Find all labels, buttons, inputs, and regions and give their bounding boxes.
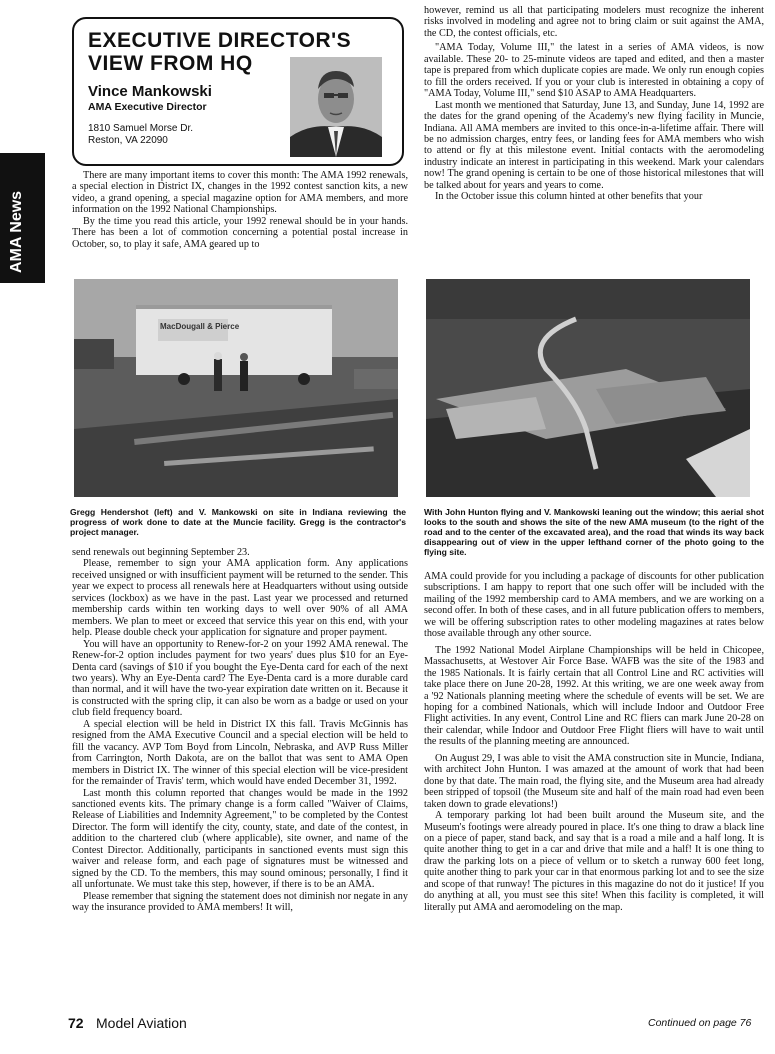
column-1-top (72, 170, 408, 250)
paragraph: Please, remember to sign your AMA application form. Any applications received unsigned or with insufficient payment will be returned to the sender. This year we expect to process all renewals here at Headquarters without using outside services (lockbox) as we have in the past. Last year we processed and returned membership cards within ten working days to well over 90% of all AMA members. We plan to meet or exceed that service this year on this end, with your help. Please double check your application for signature and proper payment. (72, 558, 409, 639)
address-line-2: Reston, VA 22090 (88, 135, 168, 146)
column-title: EXECUTIVE DIRECTOR'S VIEW FROM HQ (88, 29, 352, 75)
column-header (72, 17, 404, 166)
address-line-1: 1810 Samuel Morse Dr. (88, 123, 194, 134)
section-tab-label: AMA News (8, 190, 25, 273)
paragraph: send renewals out beginning September 23. (72, 547, 250, 558)
column-1-bottom (72, 547, 408, 914)
construction-site-photo (74, 279, 398, 497)
paragraph: A special election will be held in District IX this fall. Travis McGinnis has resigned from the AMA Executive Council and a special election will be held to fill the vacancy. AVP Tom Boyd from Lincoln, Nebraska, and AVP Russ Miller from Carrington, North Dakota, are on the ballot that was sent to AMA Open members in District IX. The winner of this special election will be vice-president for the remainder of Travis' term, which would have ended December 31, 1992. (72, 718, 408, 788)
author-role: AMA Executive Director (88, 101, 207, 113)
paragraph: however, remind us all that participating modelers must recognize the inherent risks involved in modeling and agree not to bring claim or suit against the AMA, the CD, the contest officials, etc. (424, 5, 764, 39)
left-photo-caption: Gregg Hendershot (left) and V. Mankowski on site in Indiana reviewing the progress of work done to date at the Muncie facility. Gregg is the contractor's project manager. (70, 507, 406, 538)
publication-name: Model Aviation (96, 1015, 187, 1031)
column-2-bottom (424, 571, 764, 913)
author-name: Vince Mankowski (88, 83, 212, 100)
continued-note: Continued on page 76 (648, 1017, 752, 1029)
right-photo-caption: With John Hunton flying and V. Mankowski leaning out the window; this aerial shot looks to the south and shows the site of the new AMA museum (to the right of the road and to the center of the excavated area), and the road that winds its way back disappearing out of view in the upper lefthand corner of the photo going to the flying site. (424, 507, 764, 558)
paragraph: On August 29, I was able to visit the AMA construction site in Muncie, Indiana, with architect John Hunton. I was amazed at the amount of work that had been done by that date. The main road, the flying site, and the Museum area had already been stripped of topsoil (the Museum site and half of the main road had even been taken down to grade elevations!) (424, 752, 764, 810)
aerial-site-photo (426, 279, 750, 497)
author-portrait (290, 57, 382, 157)
paragraph: There are many important items to cover this month: The AMA 1992 renewals, a special election in District IX, changes in the 1992 contest sanction kits, a new video, a grand opening, a special magazine option for AMA members, and more information on the 1992 National Championships. (72, 170, 408, 216)
paragraph: You will have an opportunity to Renew-for-2 on your 1992 AMA renewal. The Renew-for-2 option includes payment for two years' dues plus $10 for an Eye-Denta card (savings of $10 if you bought the Eye-Denta card for each of the next two years). Why an Eye-Denta card? The Eye-Denta card is a more durable card than normal, and it will have the two-year expiration date written on it. Because it is constructed with the spring clip, it can also be worn as a badge or used on your club field frequency board. (72, 638, 408, 719)
paragraph: Please remember that signing the statement does not diminish nor negate in any way the insurance provided to AMA members! It will, (72, 890, 408, 914)
paragraph: Last month we mentioned that Saturday, June 13, and Sunday, June 14, 1992 are the dates for the grand opening of the Academy's new flying facility in Muncie, Indiana. All AMA members are invited to this once-in-a-lifetime affair. There will be no admission charges, entry fees, or landing fees for AMA members who wish to attend or fly at this milestone event. Initial contacts with the aeromodeling industry indicate an interest in participating in this weekend. Mark your calendars now! The grand opening is certain to be one of those historical milestones that will be talked about for years and years to come. (424, 99, 764, 191)
paragraph: "AMA Today, Volume III," the latest in a series of AMA videos, is now available. These 20- to 25-minute videos are taped and edited, and then a master tape is prepared from which duplicate copies are made. We only run enough copies to fill the orders received. If you or your club is interested in obtaining a copy of "AMA Today, Volume III," send $10 ASAP to AMA Headquarters. (424, 42, 764, 100)
paragraph: The 1992 National Model Airplane Championships will be held in Chicopee, Massachusetts, at Westover Air Force Base. WAFB was the site of the 1983 and the 1985 Nationals. It is fairly certain that all Control Line and RC activities will take place there on June 20-28, 1992. At this writing, we are one week away from a '92 Nationals planning meeting where the schedule of events will be set. We are hoping for a combined Nationals, which will include Indoor and Outdoor Free Flight activities. In any event, Control Line and RC fliers can mark June 20-28 on their calendar, while Indoor and Outdoor Free Flight fliers will have to wait until the results of the planning meeting are announced. (424, 644, 764, 748)
author-address (88, 123, 193, 147)
paragraph: A temporary parking lot had been built around the Museum site, and the Museum's footings were already poured in place. It's one thing to draw a black line on a piece of paper, stand back, and say that is a road a mile and a half long. It is quite another thing to get in a car and drive that mile and a half! It is one thing to draw the parking lots on a piece of vellum or to sketch a runway 600 feet long, quite another thing to park your car in that enormous parking lot and to see the size and scope of that runway! The pictures in this magazine do not do it justice! If you do anything at all, you must see this site! When this facility is completed, it will literally put AMA and aeromodeling on the map. (424, 810, 764, 913)
column-2-top (424, 5, 764, 203)
paragraph: By the time you read this article, your 1992 renewal should be in your hands. There has been a lot of commotion concerning a potential postal increase in October, so, to play it safe, AMA geared up to (72, 215, 408, 250)
paragraph: AMA could provide for you including a package of discounts for other publication subscriptions. I am happy to report that one such offer will be included with the mailing of the 1992 membership card to AMA members, and we are working on a second offer. In both of these cases, and in all future publication offers to members, we will be offering subscription rates to other modeling magazines at rates below those available through any other source. (424, 571, 764, 640)
page-number: 72 (68, 1015, 84, 1031)
truck-label: MacDougall & Pierce (160, 322, 240, 331)
paragraph: In the October issue this column hinted at other benefits that your (435, 191, 703, 203)
section-tab (0, 153, 45, 283)
paragraph: Last month this column reported that changes would be made in the 1992 sanctioned events kits. The primary change is a form called "Waiver of Claims, Release of Liabilities and Indemnity Agreement," to be completed by the Contest Director. The form will identify the city, county, state, and date of the contest, in addition to the chartered club (where applicable), site owner, and name of the Contest Director. Additionally, participants in sanctioned events must sign this waiver and release form, and each page of signatures must be witnessed and signed by the CD. To the members, this may sound ominous; personally, I find it all unfortunate. We must take this step, however, if there is to be an AMA. (72, 787, 408, 891)
